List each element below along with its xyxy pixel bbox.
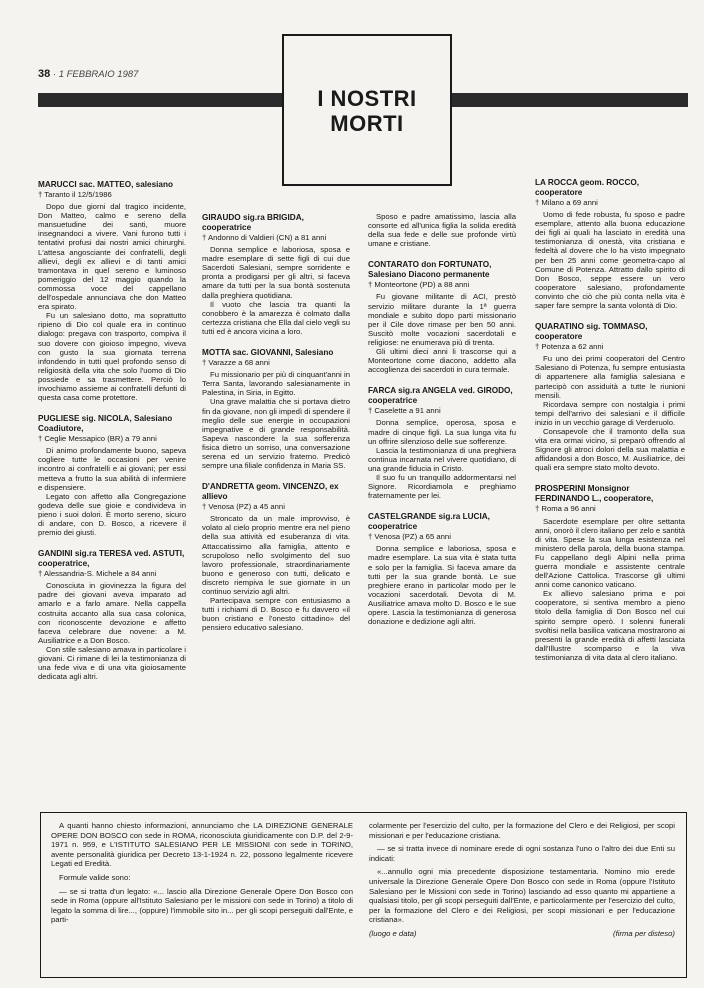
notice-right-column [369, 821, 675, 939]
obituary-paragraph: Dopo due giorni dal tragico incidente, Don Matteo, calmo e sereno della mansuetudine dei santi, muore insegnandoci a vivere. Vani furono tutti i tentativi profusi dai nostri amici chirurghi. L'attesa angosciante dei confratelli, degli allievi, degli ex allievi e di tanti amici tramontava in quel sereno e luminoso pomeriggio del 12 maggio quando la commossa voce del cappellano dell'ospedale annunciava che don Matteo era spirato. [38, 202, 186, 312]
obituary-text [38, 202, 186, 402]
obituary-name: MARUCCI sac. MATTEO, salesiano [38, 180, 173, 189]
obituary-paragraph: Gli ultimi dieci anni li trascorse qui a Monteortone come diacono, addetto alla accoglienza dei sacerdoti in cura termale. [368, 347, 516, 375]
signature-line [369, 929, 675, 939]
obituary-paragraph: Lascia la testimonianza di una preghiera continua incarnata nel vivere quotidiano, di una grande fiducia in Cristo. [368, 445, 516, 473]
obituary-paragraph: Di animo profondamente buono, sapeva cogliere tutte le occasioni per venire incontro ai confratelli e ai giovani; per essi metteva a frutto la sua abilità di infermiere e dispensiere. [38, 446, 186, 492]
obituary-entry [535, 178, 685, 310]
obituary-paragraph: Donna semplice e laboriosa, sposa e madre esemplare. La sua vita è stata tutta e solo per la famiglia. Si faceva amare da tutti per la sua grande bontà. Le sue preghiere erano in particolar modo per le vocazioni sacerdotali. Devota di M. Ausiliatrice amava molto D. Bosco e le sue opere. Lascia la testimonianza di generosa donazione e dedizione agli altri. [368, 544, 516, 627]
obituary-entry [202, 213, 350, 336]
column-4 [535, 178, 685, 674]
obituary-name: CASTELGRANDE sig.ra LUCIA, cooperatrice [368, 512, 490, 532]
obituary-paragraph: Sacerdote esemplare per oltre settanta anni, onorò il clero italiano per zelo e santità di vita. Spese la sua lunga esistenza nel ministero della parola, della buona stampa. Fu cappellano degli Alpini nella prima guerra mondiale e assistente centrale dell'Azione Cattolica. Trascorse gli ultimi anni come canonico vaticano. [535, 516, 685, 590]
obituary-paragraph: Sposo e padre amatissimo, lascia alla consorte ed all'unica figlia la solida eredità della sua fede e delle sue profonde virtù umane e cristiane. [368, 212, 516, 249]
obituary-name: GANDINI sig.ra TERESA ved. ASTUTI, cooperatrice, [38, 549, 185, 569]
obituary-paragraph: Il vuoto che lascia tra quanti la conobbero è la amarezza è colmato dalla certezza cristiana che Ella dal cielo vegli su tutti ed è ancora vicina a loro. [202, 299, 350, 336]
page-number: 38 · 1 FEBBRAIO 1987 [38, 68, 139, 80]
obituary-paragraph: Donna semplice, operosa, sposa e madre di cinque figli. La sua lunga vita fu un offrire silenzioso delle sue sofferenze. [368, 418, 516, 446]
obituary-paragraph: Fu uno dei primi cooperatori del Centro Salesiano di Potenza, fu sempre entusiasta di appartenere alla famiglia salesiana e partecipò con assiduità a tutte le riunioni mensili. [535, 354, 685, 400]
obituary-info: † Milano a 69 anni [535, 198, 598, 207]
obituary-paragraph: Stroncato da un male improvviso, è volato al cielo proprio mentre era nel pieno della sua attività ed esuberanza di vita. Attaccatissimo alla famiglia, attento e scrupoloso nello svolgimento del suo lavoro professionale, straordinariamente buono e generoso con tutti, delicato e discreto riempiva le sue giornate in un continuo servizio agli altri. [202, 514, 350, 596]
obituary-entry [38, 180, 186, 402]
obituary-name: LA ROCCA geom. ROCCO, cooperatore [535, 178, 640, 197]
obituary-paragraph: Fu un salesiano dotto, ma soprattutto ripieno di Dio col quale era in continuo dialogo: pregava con trasporto, compiva il suo dovere con gioioso impegno, viveva con gusto la sua giornata terrena infondendo in tutti quel profondo senso di religiosità della vita che solo l'uomo di Dio possiede e sa trasmettere. Perciò lo invochiamo assieme ai confratelli defunti di questa casa come protettore. [38, 311, 186, 403]
obituary-paragraph: Con stile salesiano amava in particolare i giovani. Ci rimane di lei la testimonianza di una fede viva e di una vita gioiosamente dedicata agli altri. [38, 644, 186, 682]
obituary-text [368, 212, 516, 248]
obituary-text [368, 292, 516, 374]
obituary-entry [368, 260, 516, 374]
obituary-entry [368, 512, 516, 626]
obituary-paragraph: Una grave malattia che si portava dietro fin da giovane, non gli impedì di spendere il meglio delle sue energie in occupazioni impegnative e di grande responsabilità. Sapeva nascondere la sua sofferenza fisica dietro un sorriso, una conversazione serena ed un servizio fraterno. Predicò sempre una filiale confidenza in Maria SS. [202, 397, 350, 471]
obituary-text [202, 370, 350, 470]
obituary-info: † Roma a 96 anni [535, 504, 596, 514]
obituary-text [202, 514, 350, 632]
obituary-name: GIRAUDO sig.ra BRIGIDA, cooperatrice [202, 213, 304, 232]
obituary-text [368, 544, 516, 626]
obituary-info: † Potenza a 62 anni [535, 342, 604, 352]
obituary-info: † Venosa (PZ) a 45 anni [202, 502, 285, 512]
legacy-notice-box [40, 812, 687, 978]
column-1 [38, 180, 186, 693]
obituary-name: PROSPERINI Monsignor FERDINANDO L., cooperatore, [535, 484, 654, 504]
obituary-info: † Andonno di Valdieri (CN) a 81 anni [202, 233, 327, 242]
obituary-paragraph: Uomo di fede robusta, fu sposo e padre esemplare, attento alla buona educazione dei figli ai quali ha lasciato in eredità una testimonianza di onestà, vita cristiana e fedeltà al dovere che lo ha visto impegnato per ben 25 anni come geometra-capo al Comune di Potenza. Attratto dallo spirito di Don Bosco, seppe essere un vero cooperatore salesiano, profondamente convinto che ciò che più conta nella vita è saper fare sempre la santa volontà di Dio. [535, 210, 685, 311]
signature-label: (firma per disteso) [613, 928, 675, 938]
obituary-name: D'ANDRETTA geom. VINCENZO, ex allievo [202, 482, 339, 502]
notice-paragraph: Formule valide sono: [59, 872, 131, 882]
obituary-entry [535, 484, 685, 662]
obituary-entry [535, 322, 685, 472]
notice-paragraph: colarmente per l'esercizio del culto, per la formazione del Clero e dei Religiosi, per scopi missionari e per l'educazione cristiana. [369, 821, 675, 840]
obituary-name: FARCA sig.ra ANGELA ved. GIRODO, cooperatrice [368, 386, 513, 406]
obituary-text [38, 581, 186, 681]
obituary-entry [368, 386, 516, 500]
obituary-paragraph: Fu giovane militante di ACI, prestò servizio militare durante la 1ª guerra mondiale e subito dopo parti missionario per il Cile dove rimase per ben 50 anni. Suscitò molte vocazioni sacerdotali e religiose: ne enumerava più di trenta. [368, 292, 516, 347]
header-bar-right [450, 93, 688, 107]
obituary-entry [38, 414, 186, 537]
obituary-paragraph: Il suo fu un tranquillo addormentarsi nel Signore. Ricordiamola e preghiamo fraternamente per lei. [368, 472, 516, 501]
obituary-info: † Monteortone (PD) a 88 anni [368, 280, 470, 290]
obituary-entry [368, 212, 516, 248]
obituary-text [535, 517, 685, 663]
obituary-paragraph: Fu missionario per più di cinquant'anni in Terra Santa, lavorando salesianamente in Palestina, in Siria, in Egitto. [202, 370, 350, 398]
obituary-paragraph: Ricordava sempre con nostalgia i primi tempi dell'arrivo dei salesiani e il difficile inizio in un vecchio garage di Verderuolo. [535, 399, 685, 427]
obituary-paragraph: Partecipava sempre con entusiasmo a tutti i richiami di D. Bosco e fu davvero «il buon cristiano e l'onesto cittadino» del pensiero educativo salesiano. [202, 596, 350, 633]
obituary-name: PUGLIESE sig. NICOLA, Salesiano Coadiutore, [38, 414, 173, 434]
place-date-label: (luogo e data) [369, 928, 417, 938]
obituary-paragraph: Ex allievo salesiano prima e poi cooperatore, si sentiva membro a pieno titolo della famiglia di Don Bosco nel cui spirito sempre operò. I solenni funerali svoltisi nella basilica vaticana mostrarono ai presenti la grande eredità di affetti lasciata dall'Illustre scomparso e la viva testimonianza di vita data al clero italiano. [535, 589, 685, 662]
notice-paragraph: A quanti hanno chiesto informazioni, annunciamo che LA DIREZIONE GENERALE OPERE DON BOSCO con sede in ROMA, riconosciuta giuridicamente con D.P. del 2-9-1971 n. 959, e L'ISTITUTO SALESIANO PER LE MISSIONI con sede in TORINO, avente personalità giuridica per Decreto 13-1-1924 n. 22, possono legalmente ricevere Legati ed Eredità. [51, 821, 353, 869]
header-bar-left [38, 93, 286, 107]
obituary-name: CONTARATO don FORTUNATO, Salesiano Diacono permanente [368, 260, 492, 280]
obituary-text [38, 446, 186, 537]
obituary-paragraph: Conosciuta in giovinezza la figura del padre dei giovani aveva imparato ad amarlo e a farlo amare. Nella cappella costruita accanto alla sua casa colonica, con riconoscente devozione e affetto faceva celebrare due novene: a M. Ausiliatrice e a Don Bosco. [38, 581, 186, 645]
obituary-info: † Venosa (PZ) a 65 anni [368, 532, 451, 542]
notice-left-column [51, 821, 353, 929]
obituary-name: MOTTA sac. GIOVANNI, Salesiano [202, 348, 334, 358]
obituary-entry [202, 348, 350, 470]
obituary-info: † Caselette a 91 anni [368, 406, 441, 416]
page-title: I NOSTRI MORTI [317, 86, 417, 136]
obituary-paragraph: Legato con affetto alla Congregazione godeva delle sue gioie e condivideva in pieno i suoi dolori. È morto sereno, sicuro di andare, con D. Bosco, a ricevere il premio dei giusti. [38, 491, 186, 538]
obituary-name: QUARATINO sig. TOMMASO, cooperatore [535, 322, 648, 342]
obituary-info: † Ceglie Messapico (BR) a 79 anni [38, 434, 157, 444]
obituary-text [368, 418, 516, 500]
obituary-text [535, 210, 685, 310]
column-2 [202, 213, 350, 644]
notice-paragraph: «...annullo ogni mia precedente disposizione testamentaria. Nomino mio erede universale la Direzione Generale Opere Don Bosco con sede in Roma (oppure l'Istituto Salesiano per le Missioni con sede in Torino) lasciando ad esso quanto mi appartiene a qualsiasi titolo, per gli scopi perseguiti dall'Ente, e particolarmente per l'esercizio del culto, per la formazione del Clero e dei Religiosi, per scopi missionari e per l'educazione cristiana». [369, 867, 675, 925]
obituary-info: † Alessandria-S. Michele a 84 anni [38, 569, 157, 579]
obituary-entry [38, 549, 186, 681]
obituary-info: † Varazze a 68 anni [202, 358, 270, 368]
title-box [282, 34, 452, 186]
obituary-paragraph: Consapevole che il tramonto della sua vita era ormai vicino, si preparò offrendo al Signore gli atroci dolori della sua malattia e affidandosi a don Bosco, M. Ausiliatrice, dei quali era sempre stato molto devoto. [535, 426, 685, 473]
obituary-text [202, 245, 350, 336]
obituary-entry [202, 482, 350, 632]
obituary-info: † Taranto il 12/5/1986 [38, 190, 112, 199]
notice-paragraph: — se si tratta d'un legato: «... lascio alla Direzione Generale Opere Don Bosco con sede in Roma (oppure all'Istituto Salesiano per le missioni con sede in Torino) a titolo di legato la somma di lire..., (oppure) l'immobile sito in... per gli scopi perseguiti dall'Ente, e parti- [51, 886, 353, 925]
obituary-text [535, 354, 685, 472]
column-3 [368, 212, 516, 638]
notice-paragraph: — se si tratta invece di nominare erede di ogni sostanza l'uno o l'altro dei due Enti su indicati: [369, 844, 675, 863]
obituary-paragraph: Donna semplice e laboriosa, sposa e madre esemplare di sette figli di cui due Sacerdoti Salesiani, sempre sorridente e pronta a prodigarsi per gli altri, si faceva amare da tutti per la sua bontà sostenuta dalla preghiera quotidiana. [202, 245, 350, 300]
